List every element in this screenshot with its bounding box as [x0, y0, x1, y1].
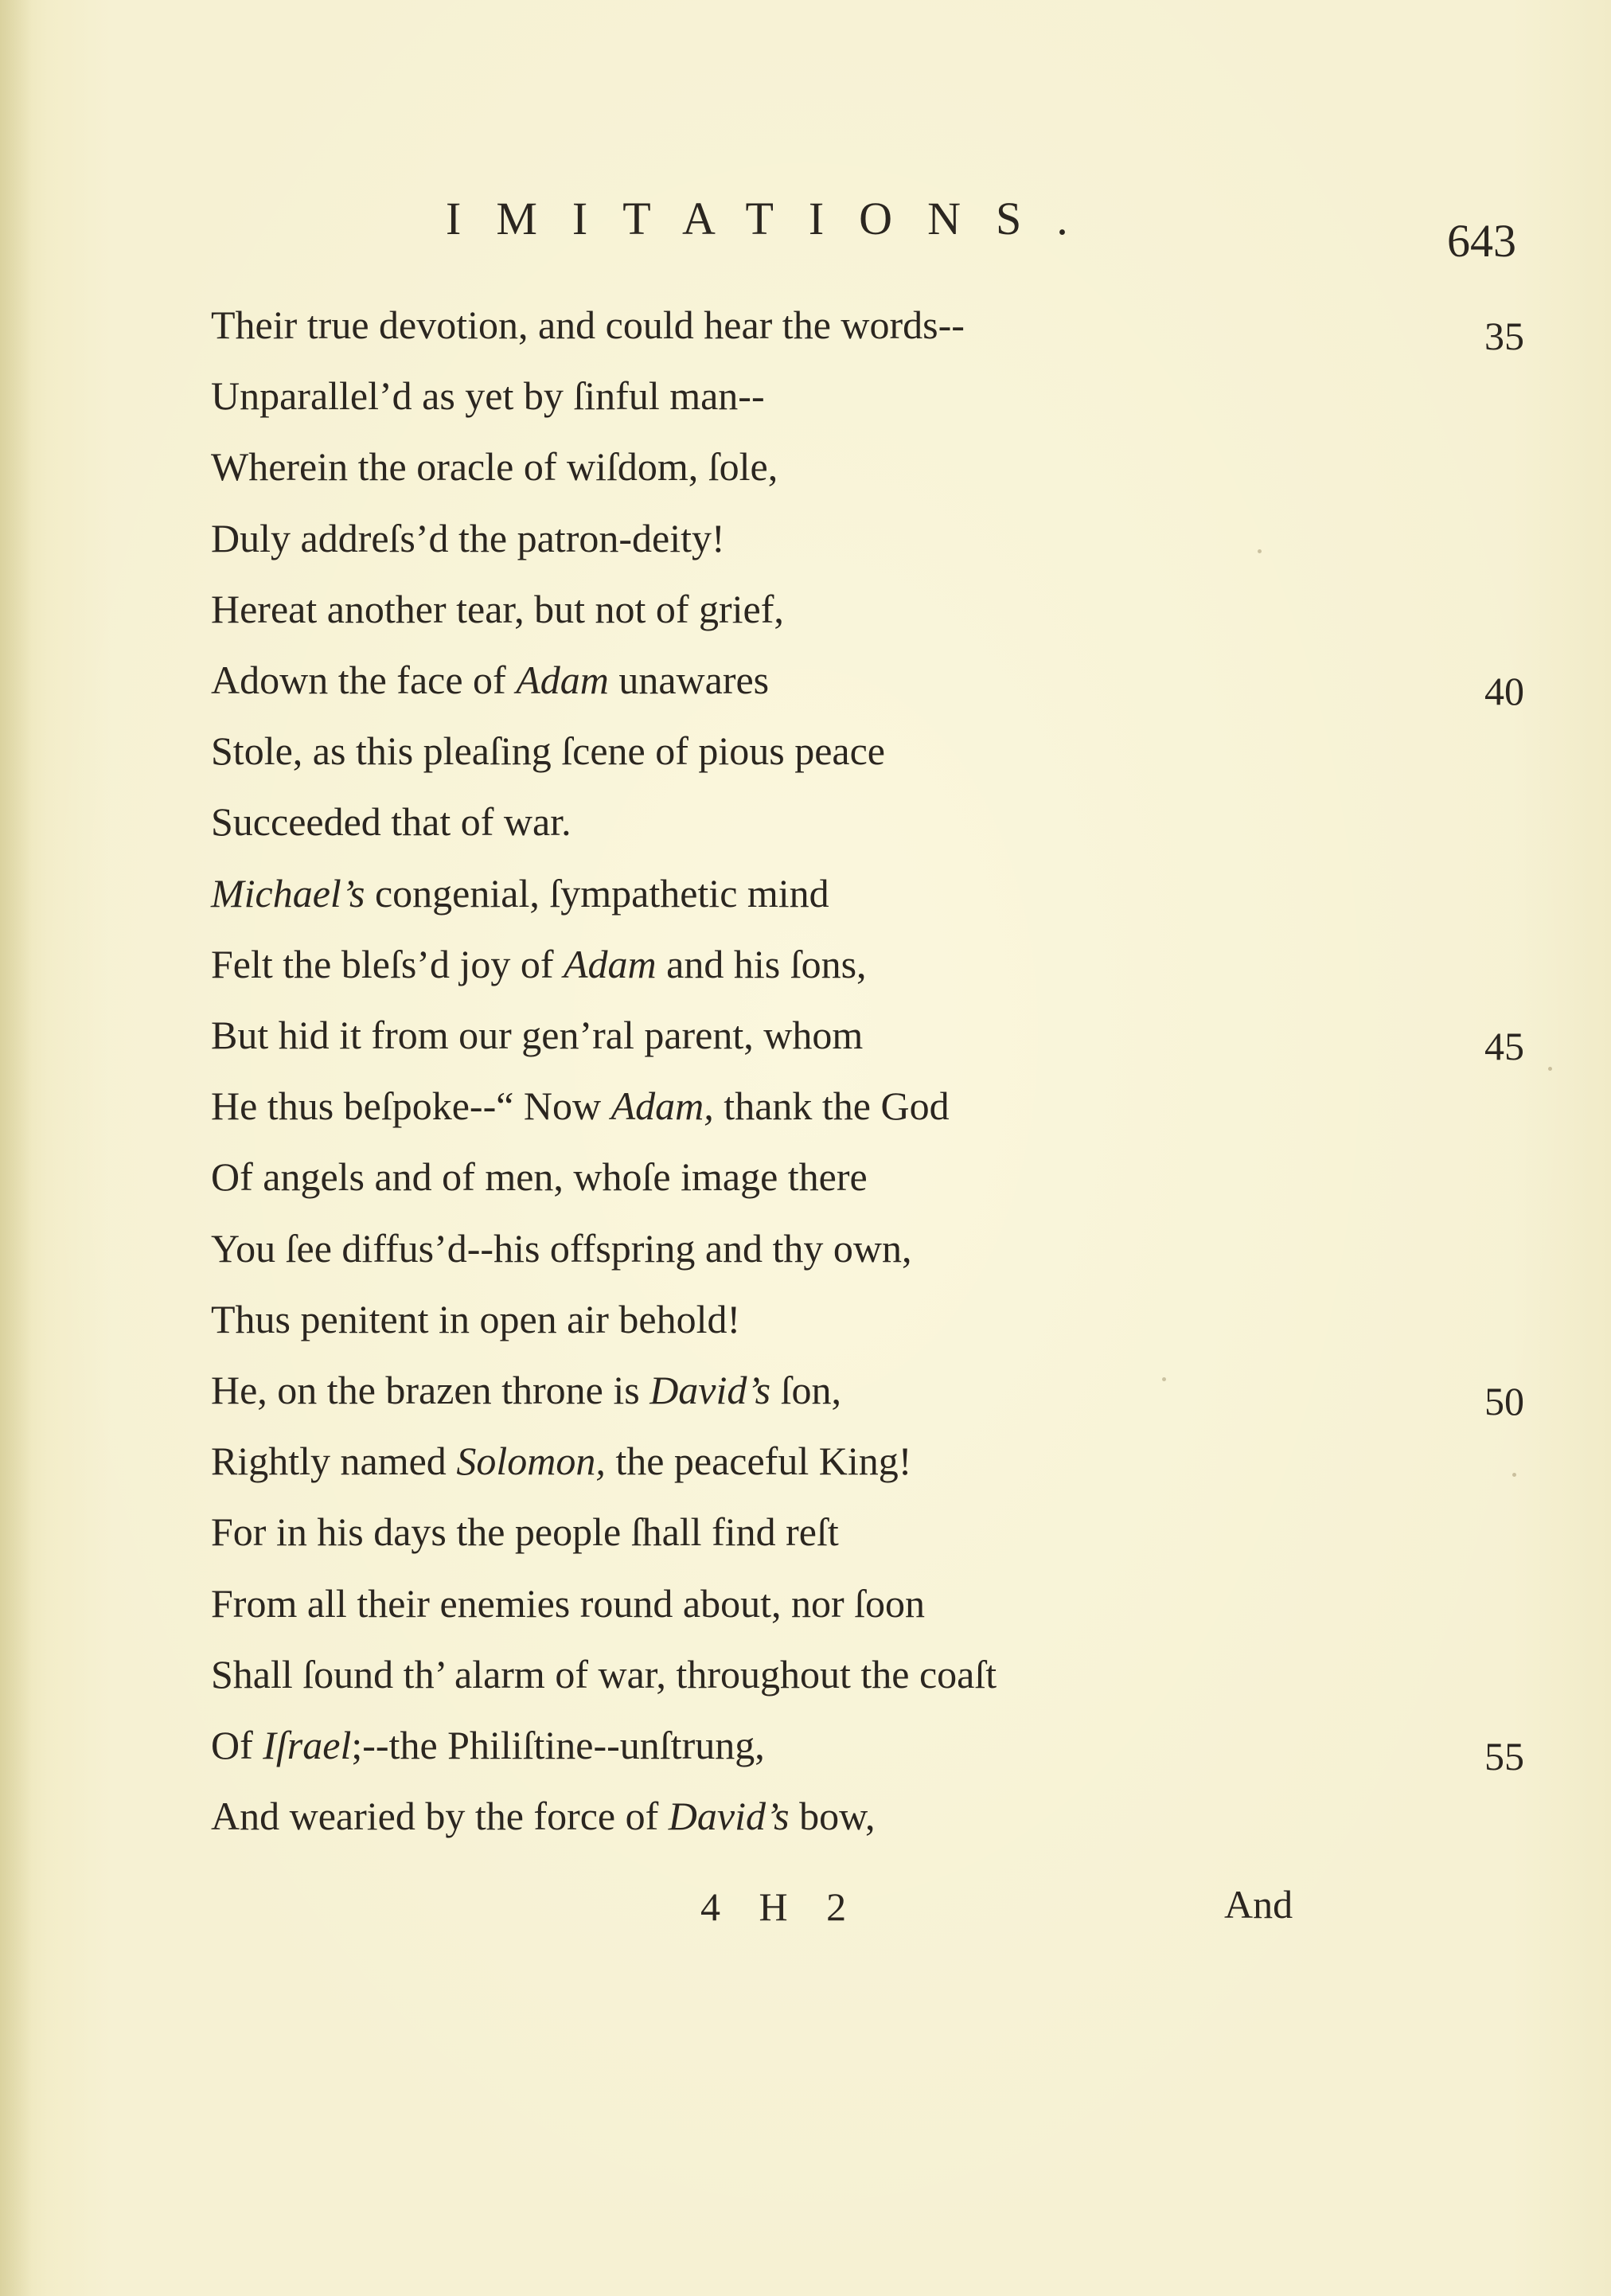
verse-text: the peaceful King! [605, 1439, 912, 1483]
verse-text: Their true devotion, and could hear the words-- [211, 303, 965, 347]
verse-text: ;--the Philiſtine--unſtrung, [351, 1723, 765, 1767]
verse-line [211, 514, 725, 562]
paper-speck [1258, 549, 1262, 553]
line-number: 50 [1484, 1379, 1524, 1423]
verse-text: From all their enemies round about, nor ſoon [211, 1581, 926, 1626]
verse-line [211, 1508, 839, 1556]
verse-line [211, 1579, 925, 1627]
paper-speck [1548, 1067, 1552, 1071]
verse-line [211, 585, 784, 633]
italic-name: Adam [516, 658, 609, 702]
verse-line [211, 940, 867, 988]
verse-text: And wearied by the force of [211, 1794, 669, 1838]
verse-line [211, 656, 769, 704]
italic-name: Solomon, [456, 1439, 606, 1483]
verse-text: He, on the brazen throne is [211, 1368, 650, 1412]
verse-line [211, 1650, 997, 1698]
verse-text: thank the God [713, 1084, 950, 1128]
verse-line [211, 1082, 950, 1130]
verse-line [211, 869, 829, 917]
catchword: And [1224, 1882, 1293, 1927]
verse-text: But hid it from our gen’ral parent, whom [211, 1013, 864, 1057]
verse-text: Wherein the oracle of wiſdom, ſole, [211, 444, 778, 489]
verse-line [211, 1224, 912, 1272]
paper-speck [1512, 1473, 1516, 1477]
verse-line [211, 1721, 765, 1769]
italic-name: Adam, [610, 1084, 714, 1128]
verse-line [211, 798, 571, 845]
verse-text: congenial, ſympathetic mind [365, 871, 829, 916]
verse-line [211, 727, 885, 775]
gutter-shadow [0, 0, 32, 2296]
italic-name: Adam [564, 942, 657, 986]
running-head: IMITATIONS. [446, 193, 1103, 244]
line-number: 35 [1484, 314, 1524, 358]
verse-line [211, 1437, 911, 1485]
verse-text: Rightly named [211, 1439, 457, 1483]
verse-text: bow, [789, 1794, 876, 1838]
line-number: 55 [1484, 1734, 1524, 1779]
verse-text: Of angels and of men, whoſe image there [211, 1154, 868, 1199]
verse-text: unawares [608, 658, 770, 702]
verse-line [211, 1366, 841, 1414]
italic-name: David’s [668, 1794, 790, 1838]
verse-text: Unparallel’d as yet by ſinful man-- [211, 373, 765, 418]
verse-text: Thus penitent in open air behold! [211, 1297, 741, 1341]
verse-text: For in his days the people ſhall find reſt [211, 1509, 839, 1554]
verse-text: You ſee diffus’d--his offspring and thy own, [211, 1226, 912, 1271]
verse-text: Adown the face of [211, 658, 517, 702]
page-number: 643 [1447, 215, 1516, 267]
italic-name: Michael’s [211, 871, 365, 916]
verse-text: Shall ſound th’ alarm of war, throughout the coaſt [211, 1652, 997, 1697]
italic-name: Iſrael [263, 1723, 352, 1767]
paper-speck [1162, 1377, 1166, 1381]
verse-line [211, 1295, 740, 1343]
verse-line [211, 301, 965, 349]
verse-text: Duly addreſs’d the patron-deity! [211, 516, 725, 560]
verse-text: He thus beſpoke--“ Now [211, 1084, 611, 1128]
italic-name: David’s [649, 1368, 771, 1412]
verse-text: Hereat another tear, but not of grief, [211, 587, 784, 631]
verse-text: and his ſons, [656, 942, 867, 986]
line-number: 45 [1484, 1024, 1524, 1068]
verse-text: Of [211, 1723, 263, 1767]
verse-text: Felt the bleſs’d joy of [211, 942, 564, 986]
verse-line [211, 443, 778, 490]
verse-line [211, 372, 765, 420]
verse-line [211, 1011, 863, 1059]
printer-signature: 4 H 2 [700, 1884, 861, 1929]
verse-line [211, 1153, 868, 1201]
line-number: 40 [1484, 669, 1524, 713]
verse-text: Succeeded that of war. [211, 799, 571, 844]
verse-text: ſon, [770, 1368, 841, 1412]
verse-line [211, 1792, 876, 1840]
verse-text: Stole, as this pleaſing ſcene of pious peace [211, 728, 885, 773]
